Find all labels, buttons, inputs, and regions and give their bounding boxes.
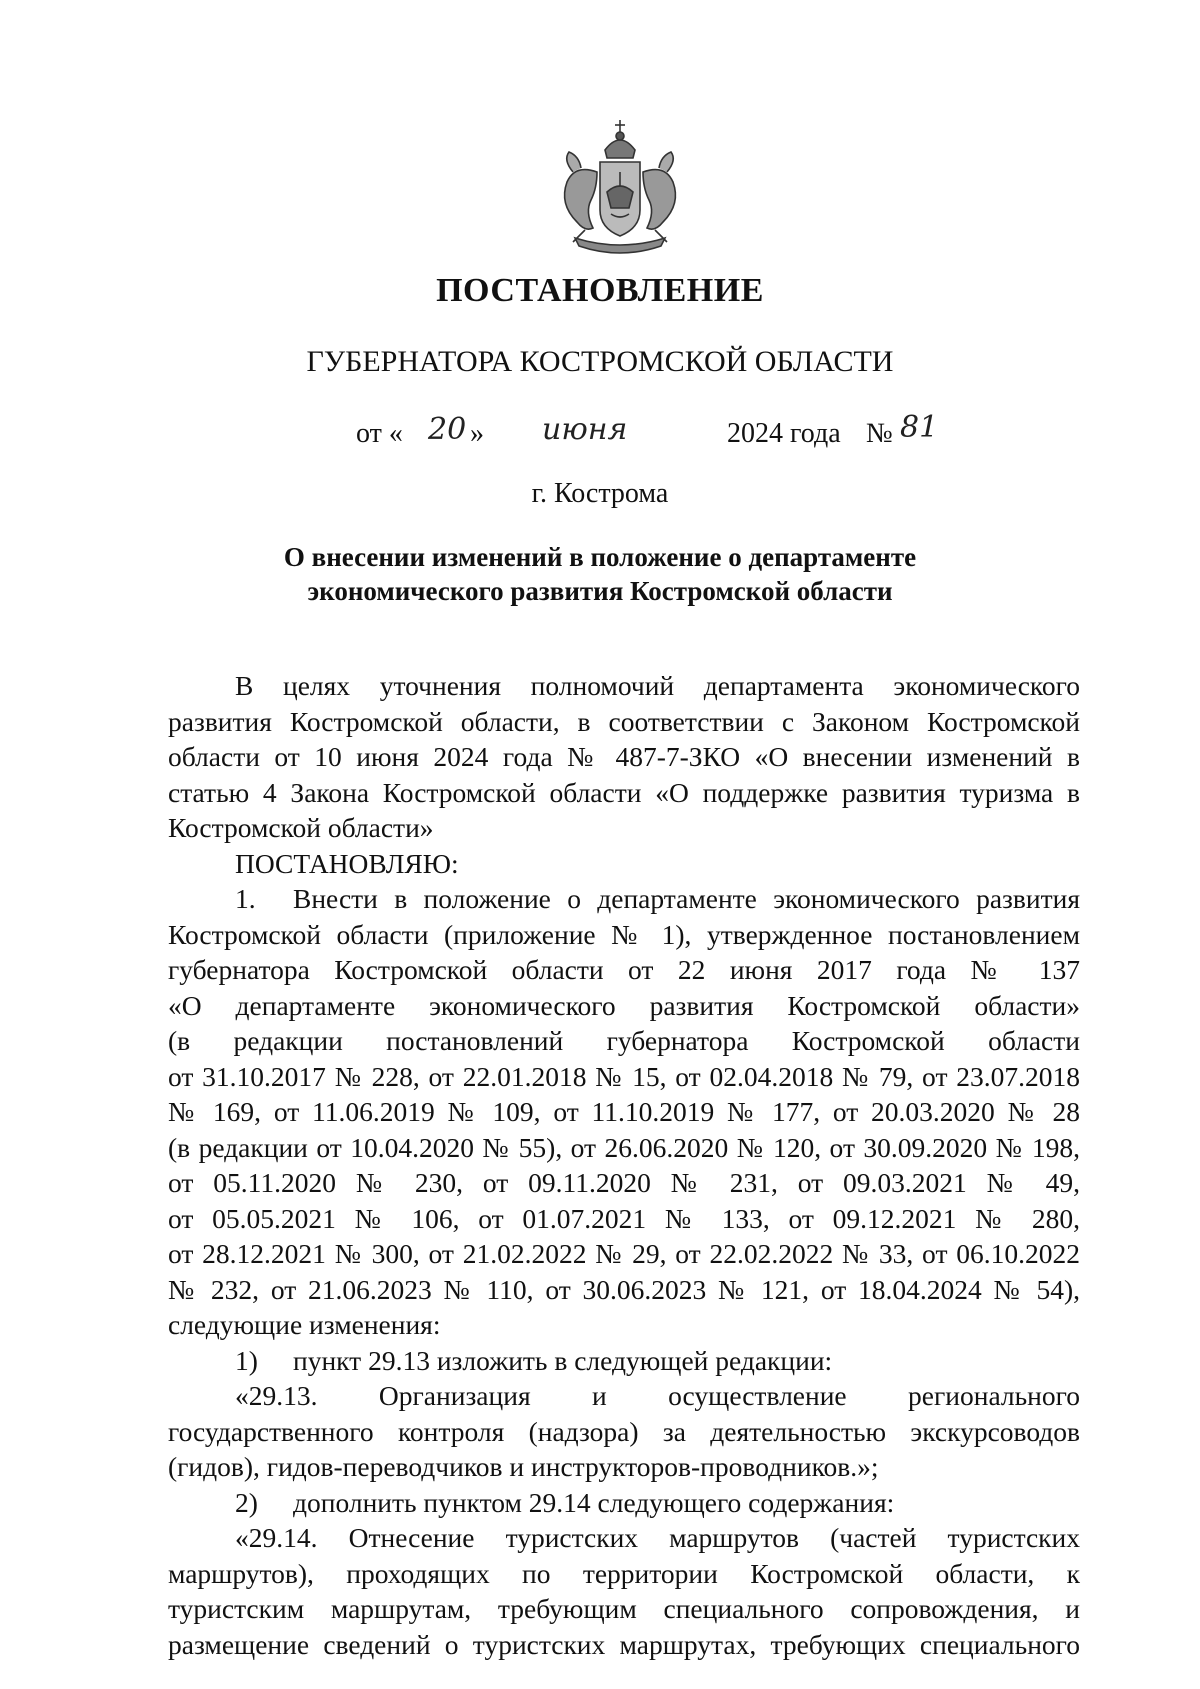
item-number: 1. [235, 883, 256, 914]
document-heading [230, 540, 970, 608]
body-line: пункт 29.13 изложить в следующей редакции: [293, 1344, 833, 1376]
subitem-number: 2) [235, 1486, 258, 1518]
document-number-handwritten: 81 [900, 410, 939, 445]
body-line: № 169, от 11.06.2019 № 109, от 11.10.2019 № 177, от 20.03.2020 № 28 [168, 1096, 1080, 1127]
date-line [0, 412, 1200, 462]
date-close-quote: » [470, 418, 484, 449]
body-line: государственного контроля (надзора) за деятельностью экскурсоводов [168, 1415, 1080, 1447]
body-line: следующие изменения: [168, 1309, 441, 1340]
city: г. Кострома [531, 478, 669, 509]
body-line: В целях уточнения полномочий департамента экономического [235, 670, 1080, 701]
item-1-first-line [168, 881, 1080, 917]
body-line: Костромской области» [168, 812, 434, 843]
body-line: маршрутов), проходящих по территории Костромской области, к [168, 1557, 1080, 1589]
body-line: № 232, от 21.06.2023 № 110, от 30.06.2023 № 121, от 18.04.2024 № 54), [168, 1273, 1080, 1305]
document-title: ПОСТАНОВЛЕНИЕ [436, 272, 764, 309]
body-line: (в редакции от 10.04.2020 № 55), от 26.06.2020 № 120, от 30.09.2020 № 198, [168, 1131, 1080, 1163]
body-line: области от 10 июня 2024 года № 487-7-ЗКО «О внесении изменений в [168, 741, 1080, 772]
body-line: «О департаменте экономического развития Костромской области» [168, 989, 1080, 1021]
body-line: туристским маршрутам, требующим специального сопровождения, и [168, 1593, 1080, 1624]
heading-line: экономического развития Костромской области [307, 576, 893, 606]
date-month-handwritten: июня [542, 412, 628, 447]
body-line: Внести в положение о департаменте экономического развития [293, 883, 1080, 914]
resolve-line: ПОСТАНОВЛЯЮ: [235, 847, 459, 879]
body-line: статью 4 Закона Костромской области «О поддержке развития туризма в [168, 776, 1080, 808]
date-prefix: от « [356, 418, 403, 449]
subitem-1-line [168, 1343, 1080, 1379]
subitem-number: 1) [235, 1344, 258, 1376]
body-line: от 05.05.2021 № 106, от 01.07.2021 № 133, от 09.12.2021 № 280, [168, 1202, 1080, 1234]
body-line: от 05.11.2020 № 230, от 09.11.2020 № 231, от 09.03.2021 № 49, [168, 1167, 1080, 1198]
body-line: (в редакции постановлений губернатора Костромской области [168, 1025, 1080, 1056]
body-line: от 28.12.2021 № 300, от 21.02.2022 № 29, от 22.02.2022 № 33, от 06.10.2022 [168, 1238, 1080, 1269]
body-line: «29.14. Отнесение туристских маршрутов (частей туристских [235, 1522, 1080, 1553]
subitem-2-line [168, 1485, 1080, 1521]
heading-line: О внесении изменений в положение о департаменте [283, 542, 917, 572]
number-sign: № [866, 418, 893, 449]
body-line: губернатора Костромской области от 22 июня 2017 года № 137 [168, 954, 1080, 985]
body-line: «29.13. Организация и осуществление регионального [235, 1380, 1080, 1411]
kostroma-coat-of-arms-icon [545, 112, 695, 260]
date-day-handwritten: 20 [428, 412, 467, 447]
body-line: Костромской области (приложение № 1), утвержденное постановлением [168, 918, 1080, 950]
body-line: (гидов), гидов-переводчиков и инструкторов-проводников.»; [168, 1451, 879, 1482]
document-body [168, 668, 1080, 1662]
body-line: от 31.10.2017 № 228, от 22.01.2018 № 15, от 02.04.2018 № 79, от 23.07.2018 [168, 1060, 1080, 1092]
body-line: дополнить пунктом 29.14 следующего содержания: [293, 1486, 895, 1518]
body-line: развития Костромской области, в соответствии с Законом Костромской [168, 705, 1080, 737]
date-year: 2024 года [727, 418, 841, 449]
document-subtitle: ГУБЕРНАТОРА КОСТРОМСКОЙ ОБЛАСТИ [306, 345, 894, 378]
body-line: размещение сведений о туристских маршрутах, требующих специального [168, 1628, 1080, 1660]
